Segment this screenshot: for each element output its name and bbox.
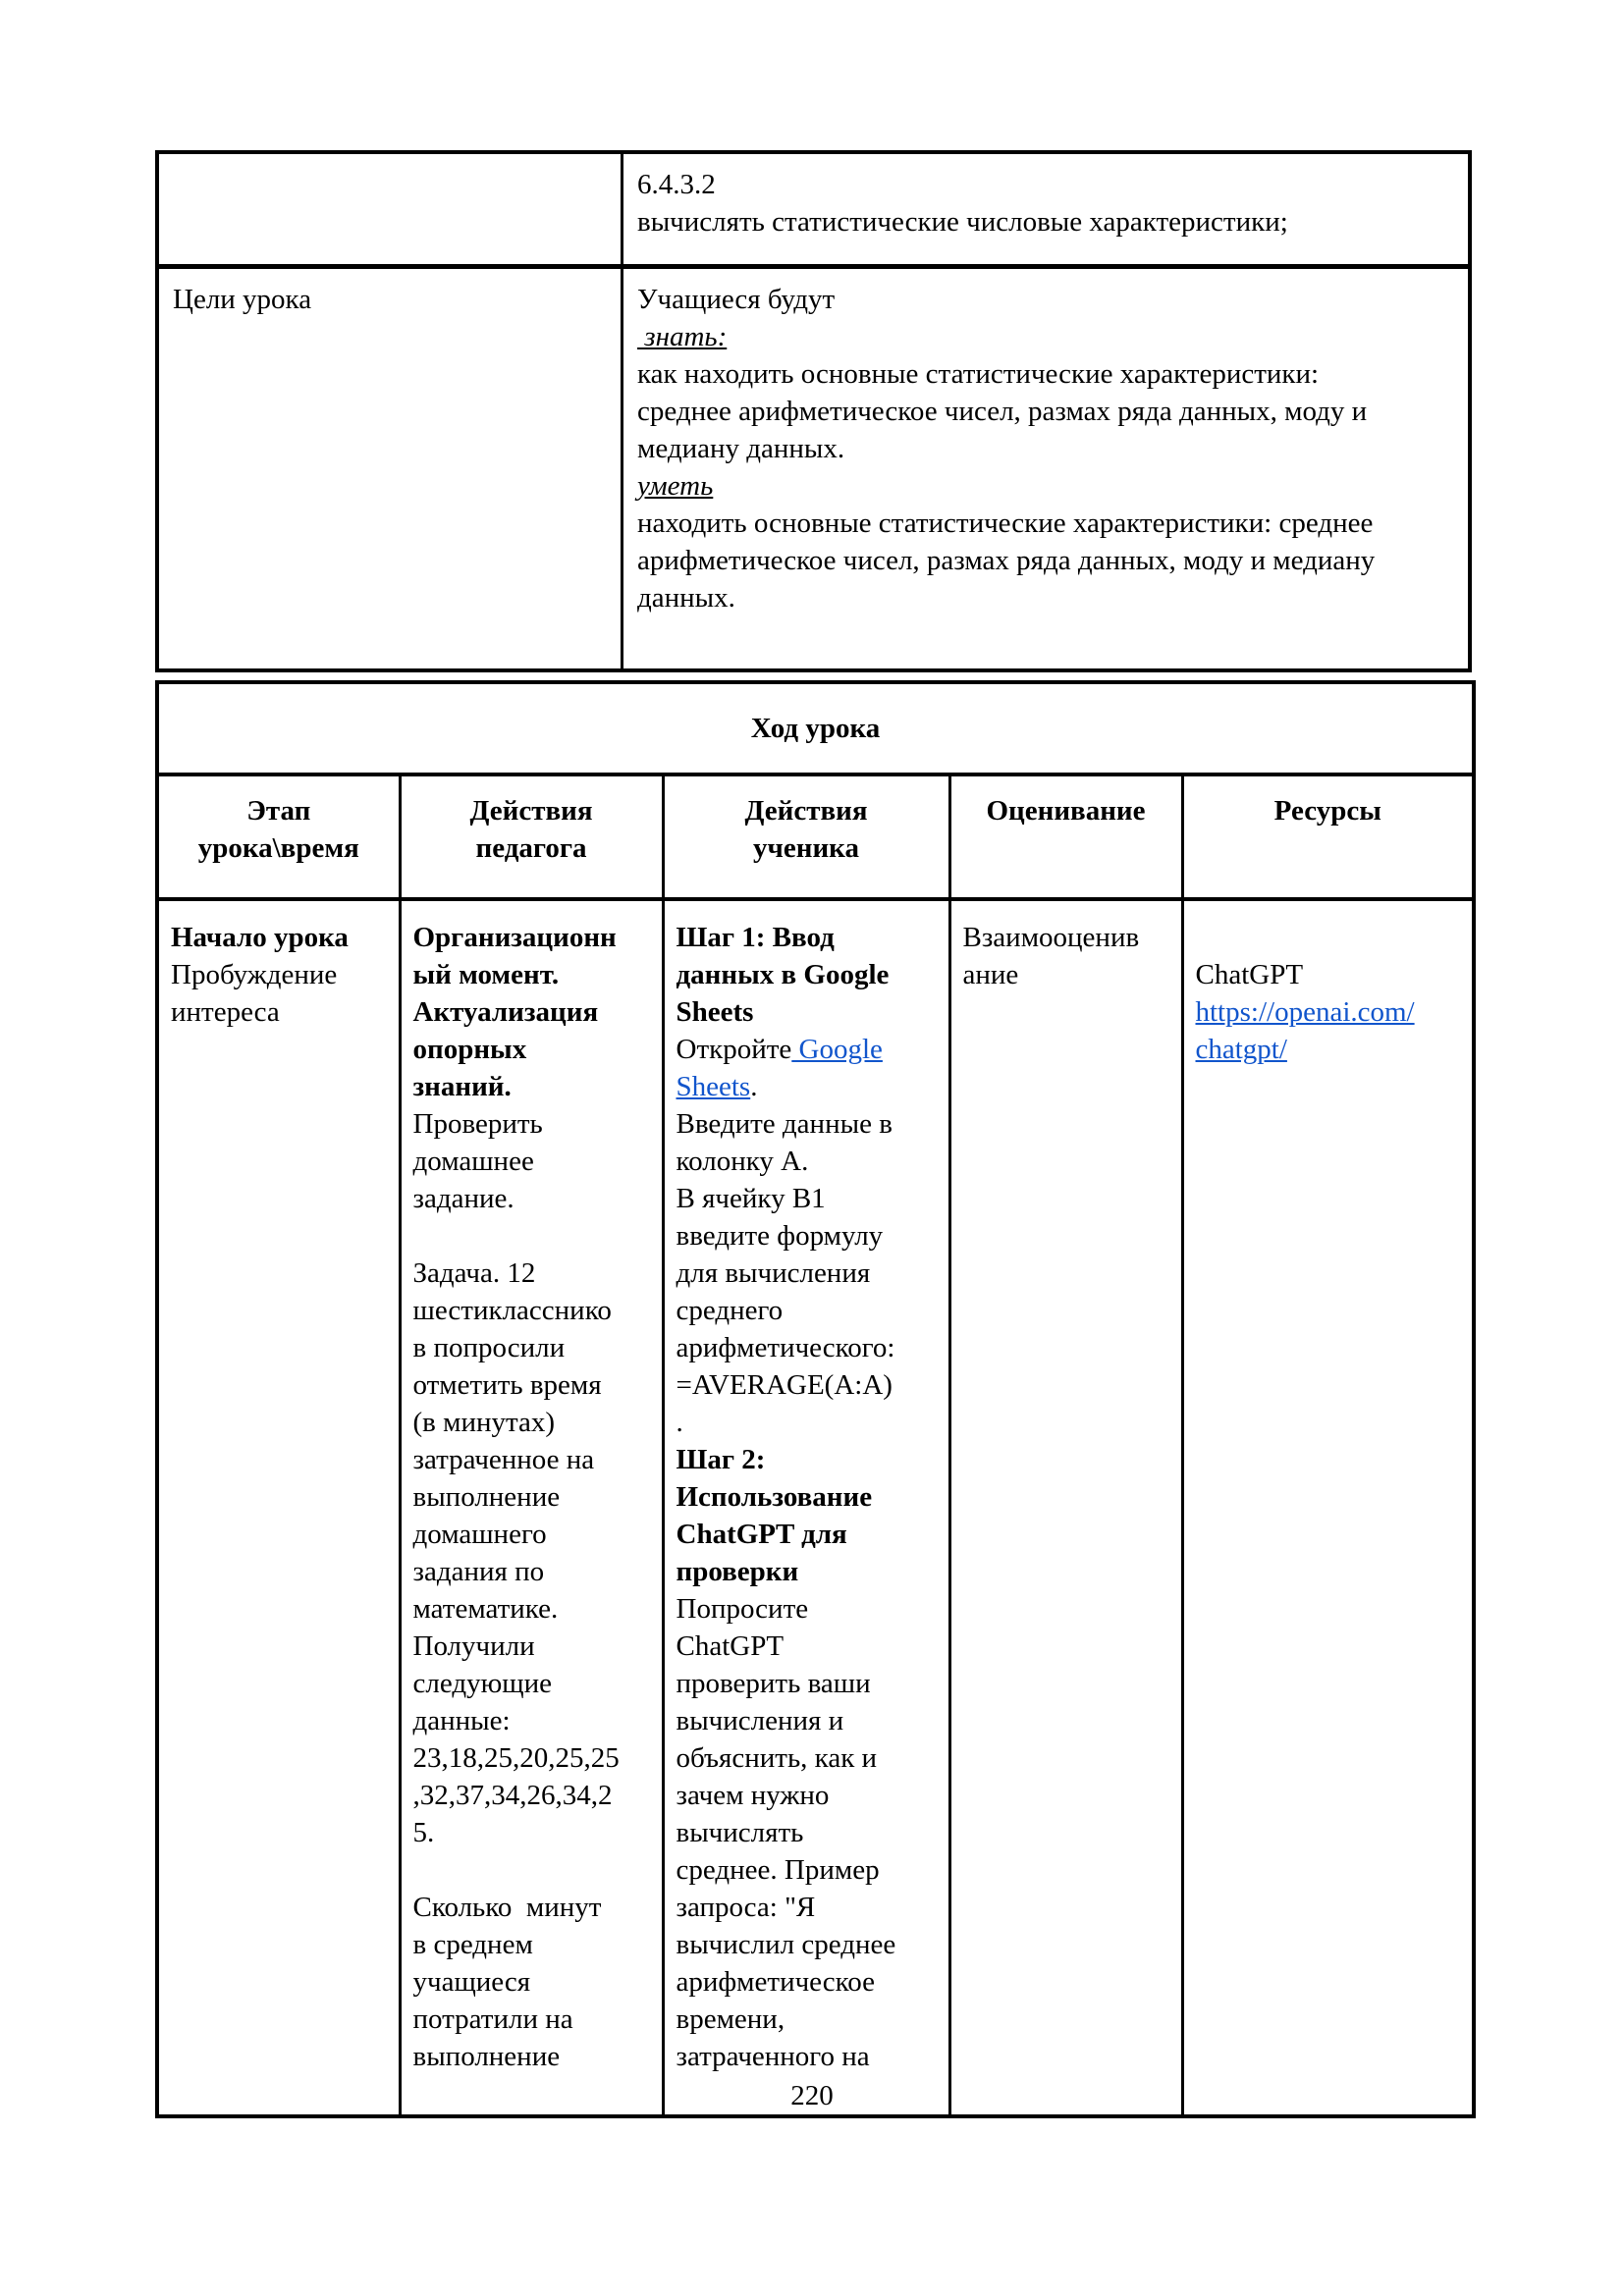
text-line [637,355,1454,393]
google-sheets-link[interactable]: Google [791,1034,883,1065]
text-segment: уметь [637,470,714,502]
text-segment: домашнее [412,1146,534,1177]
flow-table-title-cell [157,682,1474,774]
text-segment: ый момент. [412,959,560,990]
text-line [413,2001,650,2038]
text-segment: задание. [412,1183,514,1214]
text-line [413,1217,650,1255]
learning-objective-text [637,166,1454,240]
text-segment: среднее арифметическое чисел, размах ряда данных, моду и [637,396,1368,427]
text-line [677,1217,937,1255]
text-segment: знать: [637,321,728,352]
text-segment: медиану данных. [637,433,845,464]
text-line [963,919,1169,956]
text-segment: колонку А. [676,1146,809,1177]
text-line [413,1889,650,1926]
text-line [413,1702,650,1739]
text-segment: В ячейку B1 [676,1183,826,1214]
text-segment: времени, [676,2003,785,2035]
text-segment: ,32,37,34,26,34,2 [412,1780,613,1811]
text-line [637,203,1454,240]
text-segment: арифметическое чисел, размах ряда данных, моду и медиану [637,545,1376,576]
lesson-goals-cell [623,267,1471,671]
stage-cell [157,899,400,2116]
text-segment: отметить время [412,1369,602,1401]
text-line [677,1105,937,1143]
text-line [413,1777,650,1814]
text-segment: для вычисления [676,1257,871,1289]
text-segment: находить основные статистические характеристики: среднее [637,507,1374,539]
text-line [1196,919,1461,956]
text-segment: введите формулу [676,1220,884,1252]
text-line [677,1889,937,1926]
text-segment: Проверить [412,1108,543,1140]
text-line [637,579,1454,616]
text-segment: Оценивание [986,795,1146,827]
text-segment: =AVERAGE(A:A) [676,1369,893,1401]
text-line [413,919,650,956]
text-segment: задания по [412,1556,545,1587]
text-segment: зачем нужно [676,1780,830,1811]
text-segment: арифметического: [676,1332,895,1363]
text-line [1184,792,1473,829]
text-segment: Действия [744,795,868,827]
text-line [677,1366,937,1404]
text-segment: ChatGPT [1195,959,1304,990]
resources-cell [1182,899,1474,2116]
text-line [413,1590,650,1628]
text-segment: Сколько минут [412,1892,602,1923]
text-line [159,792,399,829]
text-segment: 6.4.3.2 [637,169,716,200]
text-line [413,1739,650,1777]
text-line [637,542,1454,579]
text-segment: Введите данные в [676,1108,893,1140]
text-line [413,1031,650,1068]
text-line [677,1814,937,1851]
text-line [413,1628,650,1665]
text-segment: Этап [246,795,311,827]
text-line [413,1068,650,1105]
text-line [413,1814,650,1851]
text-line [413,1553,650,1590]
text-segment: 5. [412,1817,435,1848]
text-segment: Шаг 2: [676,1444,766,1475]
text-line [677,1255,937,1292]
text-segment: Откройте [676,1034,792,1065]
text-line [413,1926,650,1963]
text-segment: знаний. [412,1071,512,1102]
text-segment: вычисления и [676,1705,844,1736]
text-segment: затраченное на [412,1444,595,1475]
learning-objective-cell [623,152,1471,267]
text-line [413,1478,650,1516]
text-line [677,1516,937,1553]
text-segment: . [676,1407,683,1438]
text-segment: арифметическое [676,1966,875,1998]
text-line [413,1329,650,1366]
text-segment: следующие [412,1668,552,1699]
text-line [677,1031,937,1068]
text-segment: вычислять [676,1817,804,1848]
text-segment: Начало урока [171,922,349,953]
openai-chatgpt-link[interactable]: chatgpt/ [1195,1034,1287,1065]
text-segment: педагога [475,832,587,864]
text-line [1196,956,1461,993]
text-line [171,956,387,993]
text-segment: запроса: "Я [676,1892,816,1923]
google-sheets-link[interactable]: Sheets [676,1071,751,1102]
text-line [677,1851,937,1889]
text-line [677,1590,937,1628]
text-segment: (в минутах) [412,1407,556,1438]
text-line [413,1851,650,1889]
text-line [677,919,937,956]
flow-table-title: Ход урока [750,713,881,744]
text-line [1196,993,1461,1031]
text-line [677,956,937,993]
text-line [677,1702,937,1739]
text-segment: шестикласснико [412,1295,612,1326]
text-line [677,1628,937,1665]
objectives-label-cell-empty [157,152,623,267]
text-segment: опорных [412,1034,527,1065]
text-segment: Sheets [676,996,754,1028]
text-line [413,1292,650,1329]
text-segment: проверить ваши [676,1668,871,1699]
text-line [637,318,1454,355]
lesson-goals-label-cell [157,267,623,671]
text-line [402,829,662,867]
lesson-flow-table [155,680,1476,2118]
text-line [677,1292,937,1329]
text-line [665,829,948,867]
text-segment: проверки [676,1556,799,1587]
text-segment: Актуализация [412,996,599,1028]
text-line [413,1105,650,1143]
text-segment: затраченного на [676,2041,870,2072]
text-line [413,1143,650,1180]
text-segment: 23,18,25,20,25,25 [412,1742,620,1774]
text-segment: объяснить, как и [676,1742,878,1774]
text-segment: Шаг 1: Ввод [676,922,835,953]
text-line [677,1143,937,1180]
text-segment: в попросили [412,1332,566,1363]
text-line [637,281,1454,318]
text-line [677,1329,937,1366]
text-segment: ание [962,959,1019,990]
text-segment: данных. [637,582,735,614]
student-actions-cell [663,899,949,2116]
text-segment: ChatGPT для [676,1519,847,1550]
text-line [413,1180,650,1217]
text-line [637,505,1454,542]
text-line [677,2038,937,2075]
text-line [413,1404,650,1441]
text-segment: вычислил среднее [676,1929,896,1960]
text-line [402,792,662,829]
text-segment: Организационн [412,922,617,953]
text-segment: Задача. 12 [412,1257,536,1289]
lesson-objectives-table [155,150,1472,672]
column-header-teacher-actions [400,774,663,899]
text-line [677,1739,937,1777]
text-line [677,1665,937,1702]
text-segment: выполнение [412,1481,561,1513]
openai-chatgpt-link[interactable]: https://openai.com/ [1195,996,1415,1028]
text-line [159,829,399,867]
text-segment: Пробуждение [171,959,338,990]
text-segment: среднее. Пример [676,1854,880,1886]
text-line [413,1963,650,2001]
page-number: 220 [790,2080,834,2111]
text-segment: урока\время [197,832,359,864]
text-line [413,1255,650,1292]
text-segment: данных в Google [676,959,890,990]
text-line [677,1963,937,2001]
text-line [413,1441,650,1478]
text-segment: в среднем [412,1929,533,1960]
text-segment: как находить основные статистические характеристики: [637,358,1320,390]
text-line [637,430,1454,467]
text-segment: Взаимооценив [962,922,1140,953]
text-segment: среднего [676,1295,784,1326]
text-line [637,166,1454,203]
column-header-student-actions [663,774,949,899]
text-segment: данные: [412,1705,511,1736]
text-segment: интереса [171,996,280,1028]
text-segment: Ресурсы [1273,795,1381,827]
text-line [413,1665,650,1702]
lesson-goals-label: Цели урока [173,284,312,315]
text-segment: Учащиеся будут [637,284,836,315]
text-line [171,919,387,956]
text-line [677,1478,937,1516]
text-line [677,993,937,1031]
column-header-assessment [949,774,1182,899]
text-segment: Действия [469,795,593,827]
text-line [413,956,650,993]
text-segment: Получили [412,1630,535,1662]
text-line [413,993,650,1031]
text-line [677,1926,937,1963]
text-segment: вычислять статистические числовые характеристики; [637,206,1288,238]
text-line [677,2001,937,2038]
text-line [677,1553,937,1590]
text-segment: домашнего [412,1519,547,1550]
text-line [677,1180,937,1217]
lesson-goals-text [637,281,1454,616]
text-line [665,792,948,829]
text-line [963,956,1169,993]
text-line [1196,1031,1461,1068]
text-line [413,2038,650,2075]
teacher-actions-cell [400,899,663,2116]
text-segment: потратили на [412,2003,573,2035]
assessment-cell [949,899,1182,2116]
text-line [637,467,1454,505]
text-line [677,1068,937,1105]
text-segment: . [750,1071,758,1102]
text-line [677,1777,937,1814]
text-line [951,792,1181,829]
text-segment: ученика [753,832,859,864]
text-line [677,1404,937,1441]
column-header-stage [157,774,400,899]
text-line [171,993,387,1031]
text-segment: выполнение [412,2041,561,2072]
text-line [637,393,1454,430]
column-header-resources [1182,774,1474,899]
text-segment: Попросите [676,1593,809,1625]
text-segment: Использование [676,1481,873,1513]
text-line [413,1516,650,1553]
text-segment: ChatGPT [676,1630,785,1662]
text-line [413,1366,650,1404]
text-segment: учащиеся [412,1966,531,1998]
text-line [677,1441,937,1478]
text-segment: математике. [412,1593,559,1625]
